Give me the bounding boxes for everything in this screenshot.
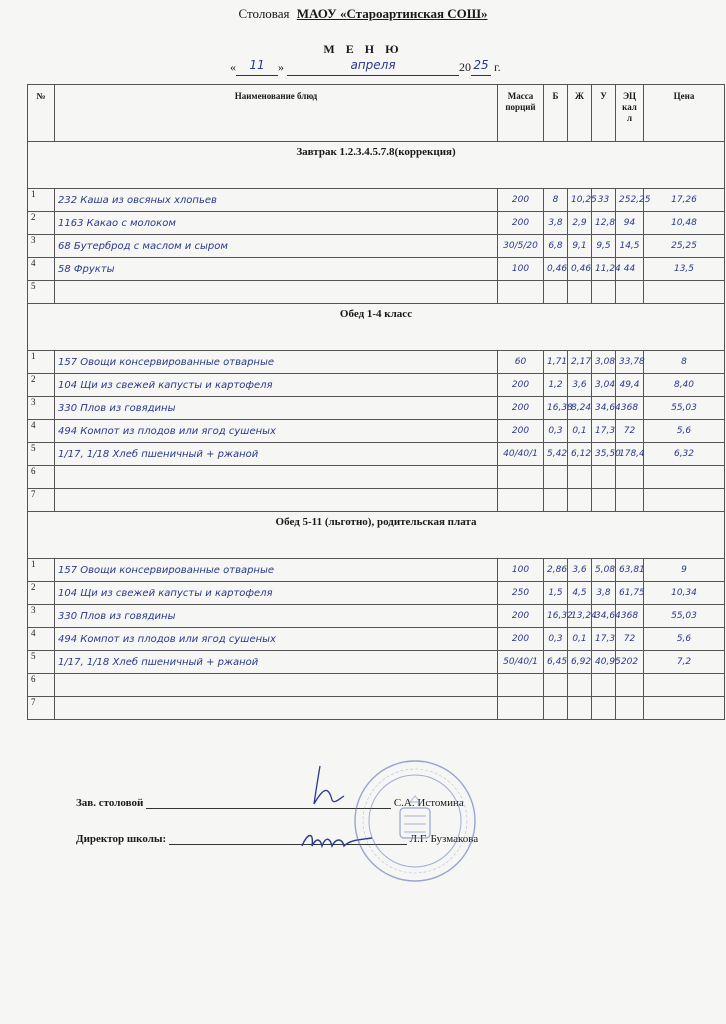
dish-name: 330 Плов из говядины: [55, 397, 498, 420]
portion-mass: 200: [498, 397, 544, 420]
dish-name: 494 Компот из плодов или ягод сушеных: [55, 628, 498, 651]
fat-value: 8,24: [568, 397, 592, 420]
fat-value: [568, 697, 592, 720]
dish-name: [55, 489, 498, 512]
col-header-protein: Б: [544, 85, 568, 142]
kcal-value: 61,75: [616, 582, 644, 605]
day-blank: [236, 60, 278, 76]
price-value: 17,26: [644, 189, 725, 212]
section-title: Обед 5-11 (льготно), родительская плата: [28, 512, 725, 559]
menu-table-body: [28, 142, 725, 720]
portion-mass: 200: [498, 420, 544, 443]
date-quote-close: »: [278, 60, 284, 74]
portion-mass: [498, 489, 544, 512]
row-number: 7: [28, 697, 55, 720]
portion-mass: 250: [498, 582, 544, 605]
protein-value: [544, 466, 568, 489]
kcal-value: [616, 466, 644, 489]
dish-name: 330 Плов из говядины: [55, 605, 498, 628]
portion-mass: 200: [498, 212, 544, 235]
row-number: 5: [28, 651, 55, 674]
carbs-value: [592, 466, 616, 489]
portion-mass: 200: [498, 374, 544, 397]
row-number: 6: [28, 674, 55, 697]
section-header-row: [28, 304, 725, 351]
table-header-row: [28, 85, 725, 142]
col-header-carbs: У: [592, 85, 616, 142]
table-row: [28, 235, 725, 258]
kcal-value: [616, 281, 644, 304]
price-value: 7,2: [644, 651, 725, 674]
kcal-value: 72: [616, 628, 644, 651]
kcal-value: 94: [616, 212, 644, 235]
kcal-value: 368: [616, 605, 644, 628]
portion-mass: 50/40/1: [498, 651, 544, 674]
dish-name: 68 Бутерброд с маслом и сыром: [55, 235, 498, 258]
portion-mass: 100: [498, 559, 544, 582]
month-blank: [287, 60, 459, 76]
col-header-dish: Наименование блюд: [55, 85, 498, 142]
price-value: 13,5: [644, 258, 725, 281]
row-number: 5: [28, 443, 55, 466]
row-number: 4: [28, 628, 55, 651]
price-value: 8: [644, 351, 725, 374]
table-row: [28, 466, 725, 489]
protein-value: 1,71: [544, 351, 568, 374]
protein-value: 0,3: [544, 420, 568, 443]
title-prefix: Столовая: [238, 6, 290, 21]
protein-value: 16,32: [544, 605, 568, 628]
dish-name: [55, 466, 498, 489]
portion-mass: 100: [498, 258, 544, 281]
col-header-kcal: ЭЦ кал л: [616, 85, 644, 142]
kcal-value: 49,4: [616, 374, 644, 397]
table-row: [28, 443, 725, 466]
price-value: [644, 281, 725, 304]
row-number: 2: [28, 212, 55, 235]
portion-mass: [498, 674, 544, 697]
carbs-value: 17,3: [592, 420, 616, 443]
year-blank: [471, 60, 491, 76]
carbs-value: [592, 697, 616, 720]
dish-name: 1163 Какао с молоком: [55, 212, 498, 235]
protein-value: 2,86: [544, 559, 568, 582]
carbs-value: 17,3: [592, 628, 616, 651]
menu-table: [27, 84, 725, 720]
carbs-value: 35,50: [592, 443, 616, 466]
kcal-value: [616, 489, 644, 512]
dish-name: 157 Овощи консервированные отварные: [55, 351, 498, 374]
carbs-value: [592, 674, 616, 697]
fat-value: [568, 489, 592, 512]
protein-value: 1,2: [544, 374, 568, 397]
dish-name: [55, 674, 498, 697]
dish-name: 104 Щи из свежей капусты и картофеля: [55, 374, 498, 397]
month-value: апреля: [350, 58, 396, 72]
kcal-value: [616, 674, 644, 697]
fat-value: 0,1: [568, 420, 592, 443]
price-value: 10,34: [644, 582, 725, 605]
dish-name: [55, 281, 498, 304]
director-name: Л.Г. Бузмакова: [409, 833, 479, 845]
table-row: [28, 651, 725, 674]
fat-value: 2,17: [568, 351, 592, 374]
table-row: [28, 628, 725, 651]
protein-value: [544, 281, 568, 304]
table-row: [28, 489, 725, 512]
price-value: 5,6: [644, 420, 725, 443]
price-value: [644, 489, 725, 512]
table-row: [28, 281, 725, 304]
kcal-value: 63,81: [616, 559, 644, 582]
portion-mass: 30/5/20: [498, 235, 544, 258]
table-row: [28, 582, 725, 605]
dish-name: 494 Компот из плодов или ягод сушеных: [55, 420, 498, 443]
fat-value: [568, 466, 592, 489]
kcal-value: 44: [616, 258, 644, 281]
year-unit: г.: [494, 60, 501, 74]
dish-name: [55, 697, 498, 720]
dish-name: 157 Овощи консервированные отварные: [55, 559, 498, 582]
price-value: 5,6: [644, 628, 725, 651]
row-number: 5: [28, 281, 55, 304]
fat-value: 3,6: [568, 559, 592, 582]
fat-value: 2,9: [568, 212, 592, 235]
carbs-value: [592, 489, 616, 512]
director-label: Директор школы:: [76, 833, 167, 845]
year-value: 25: [473, 58, 489, 72]
table-row: [28, 697, 725, 720]
fat-value: [568, 674, 592, 697]
portion-mass: 60: [498, 351, 544, 374]
head-name: С.А. Истомина: [393, 797, 464, 809]
head-handwritten-signature: [300, 760, 350, 810]
table-row: [28, 351, 725, 374]
section-title: Обед 1-4 класс: [28, 304, 725, 351]
col-header-mass: Масса порций: [498, 85, 544, 142]
carbs-value: 3,8: [592, 582, 616, 605]
price-value: 55,03: [644, 397, 725, 420]
fat-value: 6,12: [568, 443, 592, 466]
protein-value: 16,38: [544, 397, 568, 420]
head-label: Зав. столовой: [76, 797, 144, 809]
price-value: [644, 674, 725, 697]
table-row: [28, 605, 725, 628]
carbs-value: 9,5: [592, 235, 616, 258]
kcal-value: 33,78: [616, 351, 644, 374]
row-number: 3: [28, 397, 55, 420]
table-row: [28, 212, 725, 235]
portion-mass: [498, 281, 544, 304]
portion-mass: 200: [498, 628, 544, 651]
portion-mass: [498, 697, 544, 720]
row-number: 1: [28, 189, 55, 212]
price-value: 9: [644, 559, 725, 582]
row-number: 4: [28, 258, 55, 281]
fat-value: 6,92: [568, 651, 592, 674]
row-number: 7: [28, 489, 55, 512]
protein-value: [544, 697, 568, 720]
kcal-value: 252,25: [616, 189, 644, 212]
fat-value: 3,6: [568, 374, 592, 397]
row-number: 2: [28, 582, 55, 605]
price-value: 8,40: [644, 374, 725, 397]
protein-value: 1,5: [544, 582, 568, 605]
fat-value: 9,1: [568, 235, 592, 258]
table-row: [28, 674, 725, 697]
col-header-fat: Ж: [568, 85, 592, 142]
row-number: 2: [28, 374, 55, 397]
fat-value: [568, 281, 592, 304]
portion-mass: 200: [498, 605, 544, 628]
fat-value: 13,24: [568, 605, 592, 628]
dish-name: 58 Фрукты: [55, 258, 498, 281]
carbs-value: 3,08: [592, 351, 616, 374]
price-value: [644, 466, 725, 489]
carbs-value: 5,08: [592, 559, 616, 582]
row-number: 4: [28, 420, 55, 443]
protein-value: 8: [544, 189, 568, 212]
row-number: 6: [28, 466, 55, 489]
portion-mass: 40/40/1: [498, 443, 544, 466]
table-row: [28, 189, 725, 212]
section-title: Завтрак 1.2.3.4.5.7.8(коррекция): [28, 142, 725, 189]
protein-value: 0,46: [544, 258, 568, 281]
kcal-value: [616, 697, 644, 720]
kcal-value: 178,4: [616, 443, 644, 466]
price-value: 6,32: [644, 443, 725, 466]
row-number: 3: [28, 605, 55, 628]
price-value: 10,48: [644, 212, 725, 235]
protein-value: [544, 489, 568, 512]
col-header-price: Цена: [644, 85, 725, 142]
carbs-value: 33: [592, 189, 616, 212]
kcal-value: 72: [616, 420, 644, 443]
protein-value: 6,45: [544, 651, 568, 674]
price-value: [644, 697, 725, 720]
protein-value: [544, 674, 568, 697]
carbs-value: 34,64: [592, 397, 616, 420]
kcal-value: 14,5: [616, 235, 644, 258]
row-number: 1: [28, 351, 55, 374]
date-quote-open: «: [230, 60, 236, 74]
school-name: МАОУ «Староартинская СОШ»: [296, 6, 488, 21]
table-row: [28, 258, 725, 281]
protein-value: 3,8: [544, 212, 568, 235]
menu-heading: М Е Н Ю: [323, 42, 403, 56]
protein-value: 0,3: [544, 628, 568, 651]
price-value: 55,03: [644, 605, 725, 628]
dish-name: 1/17, 1/18 Хлеб пшеничный + ржаной: [55, 443, 498, 466]
portion-mass: 200: [498, 189, 544, 212]
row-number: 1: [28, 559, 55, 582]
dish-name: 104 Щи из свежей капусты и картофеля: [55, 582, 498, 605]
carbs-value: 3,04: [592, 374, 616, 397]
fat-value: 10,25: [568, 189, 592, 212]
portion-mass: [498, 466, 544, 489]
kcal-value: 368: [616, 397, 644, 420]
date-line: [230, 60, 501, 76]
fat-value: 0,46: [568, 258, 592, 281]
protein-value: 5,42: [544, 443, 568, 466]
carbs-value: 34,64: [592, 605, 616, 628]
carbs-value: 12,8: [592, 212, 616, 235]
table-row: [28, 420, 725, 443]
kcal-value: 202: [616, 651, 644, 674]
row-number: 3: [28, 235, 55, 258]
fat-value: 0,1: [568, 628, 592, 651]
year-prefix: 20: [459, 60, 471, 74]
section-header-row: [28, 512, 725, 559]
day-value: 11: [249, 58, 265, 72]
price-value: 25,25: [644, 235, 725, 258]
dish-name: 232 Каша из овсяных хлопьев: [55, 189, 498, 212]
table-row: [28, 374, 725, 397]
table-row: [28, 559, 725, 582]
document-title: [0, 6, 726, 22]
dish-name: 1/17, 1/18 Хлеб пшеничный + ржаной: [55, 651, 498, 674]
carbs-value: 11,24: [592, 258, 616, 281]
carbs-value: 40,95: [592, 651, 616, 674]
protein-value: 6,8: [544, 235, 568, 258]
carbs-value: [592, 281, 616, 304]
fat-value: 4,5: [568, 582, 592, 605]
section-header-row: [28, 142, 725, 189]
school-stamp: [352, 758, 478, 884]
col-header-number: №: [28, 85, 55, 142]
table-row: [28, 397, 725, 420]
